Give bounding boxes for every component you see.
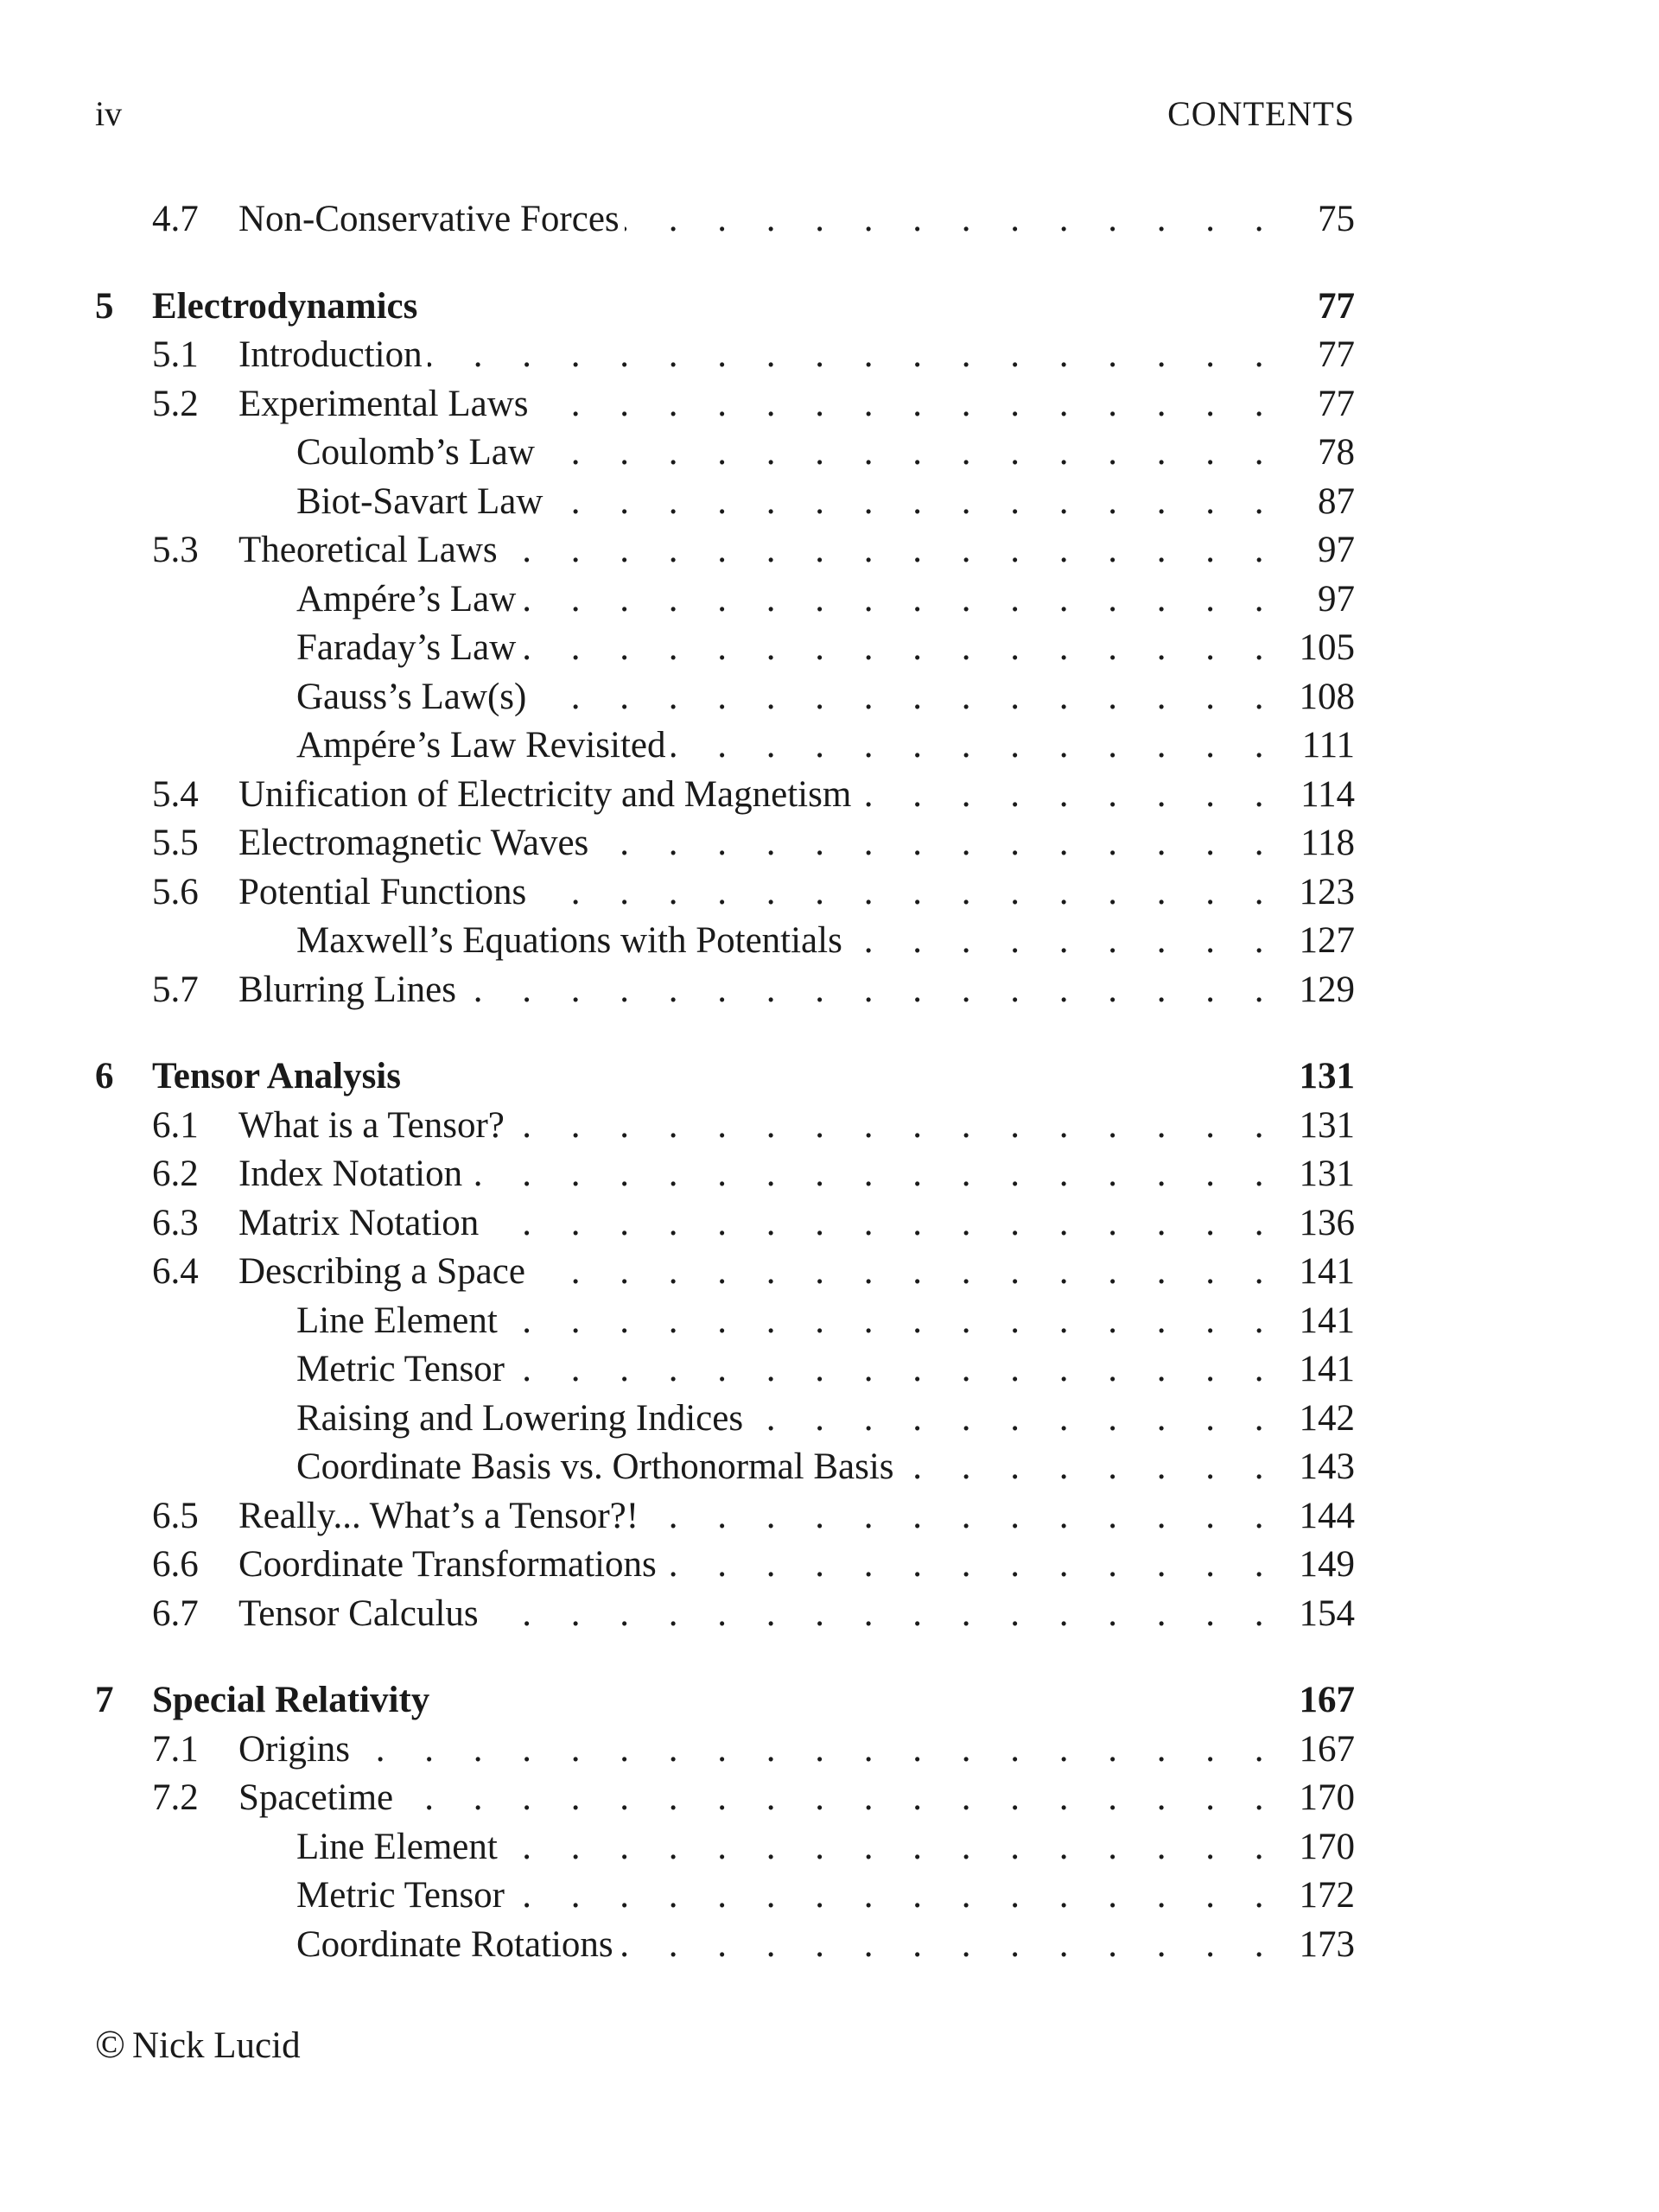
dot-leader <box>899 1443 1279 1492</box>
toc-entry-title: Index Notation <box>238 1150 467 1199</box>
toc-entry-number: 5.3 <box>152 530 199 570</box>
toc-section-entry[interactable] <box>95 380 1355 429</box>
toc-entry-title: Line Element <box>296 1823 503 1872</box>
toc-entry-page: 97 <box>1318 578 1355 620</box>
toc-subsection-entry[interactable] <box>95 1297 1355 1346</box>
toc-entry-title: Matrix Notation <box>238 1199 484 1249</box>
toc-entry-title: Biot-Savart Law <box>296 478 548 527</box>
copyright-icon: © <box>95 2022 125 2066</box>
toc-entry-number: 5.2 <box>152 383 199 424</box>
toc-section-entry[interactable] <box>95 819 1355 868</box>
toc-section-entry[interactable] <box>95 1492 1355 1541</box>
toc-entry-title: Ampére’s Law Revisited <box>296 721 671 771</box>
toc-entry-page: 154 <box>1299 1592 1355 1634</box>
toc-entry-number: 7.2 <box>152 1777 199 1818</box>
toc-entry-page: 111 <box>1301 725 1355 766</box>
toc-entry-page: 105 <box>1299 627 1355 668</box>
page-number: iv <box>95 94 123 133</box>
dot-leader <box>671 721 1279 771</box>
toc-entry-line <box>238 868 1355 918</box>
dot-leader <box>531 868 1279 918</box>
toc-subsection-entry[interactable] <box>95 575 1355 625</box>
toc-entry-page: 114 <box>1300 773 1355 815</box>
toc-entry-page: 118 <box>1300 823 1355 863</box>
toc-entry-page: 170 <box>1299 1826 1355 1867</box>
toc-subsection-entry[interactable] <box>95 1443 1355 1492</box>
toc-entry-title: Special Relativity <box>152 1676 435 1726</box>
toc-entry-title: Potential Functions <box>238 868 531 918</box>
toc-entry-line <box>296 721 1355 771</box>
toc-entry-line <box>238 380 1355 429</box>
toc-entry-line <box>238 1726 1355 1775</box>
toc-section-entry[interactable] <box>95 771 1355 820</box>
toc-entry-number: 5.1 <box>152 334 199 375</box>
toc-entry-line <box>296 1345 1355 1395</box>
toc-entry-line <box>296 1872 1355 1921</box>
toc-entry-page: 170 <box>1299 1777 1355 1818</box>
dot-leader <box>625 195 1279 245</box>
toc-entry-number: 6 <box>95 1056 114 1096</box>
dot-leader <box>521 575 1279 625</box>
toc-entry-title: Theoretical Laws <box>238 526 503 575</box>
toc-entry-number: 6.6 <box>152 1544 199 1585</box>
dot-leader <box>748 1395 1279 1444</box>
toc-chapter-entry[interactable] <box>95 1052 1355 1102</box>
toc-entry-title: Unification of Electricity and Magnetism <box>238 771 856 820</box>
toc-entry-line <box>296 1395 1355 1444</box>
toc-entry-line <box>238 966 1355 1015</box>
toc-entry-title: Coordinate Rotations <box>296 1921 619 1970</box>
dot-leader <box>548 478 1279 527</box>
toc-section-entry[interactable] <box>95 1590 1355 1639</box>
toc-section-entry[interactable] <box>95 868 1355 918</box>
toc-entry-title: Coordinate Basis vs. Orthonormal Basis <box>296 1443 899 1492</box>
toc-entry-line <box>238 1590 1355 1639</box>
toc-entry-title: Tensor Calculus <box>238 1590 484 1639</box>
toc-entry-page: 149 <box>1299 1544 1355 1585</box>
toc-entry-page: 141 <box>1299 1349 1355 1389</box>
toc-entry-page: 173 <box>1299 1923 1355 1965</box>
toc-entry-page: 142 <box>1299 1397 1355 1439</box>
toc-entry-line <box>296 624 1355 673</box>
toc-entry-number: 6.7 <box>152 1592 199 1634</box>
toc-entry-title: Blurring Lines <box>238 966 461 1015</box>
running-head <box>95 90 1355 138</box>
toc-subsection-entry[interactable] <box>95 673 1355 722</box>
toc-entry-page: 136 <box>1299 1202 1355 1243</box>
toc-entry-page: 143 <box>1299 1446 1355 1487</box>
toc-entry-page: 87 <box>1318 480 1355 522</box>
toc-entry-page: 78 <box>1318 432 1355 473</box>
toc-entry-title: Experimental Laws <box>238 380 534 429</box>
toc-entry-title: Really... What’s a Tensor?! <box>238 1492 644 1541</box>
toc-entry-title: Coulomb’s Law <box>296 429 540 478</box>
toc-entry-number: 6.1 <box>152 1104 199 1146</box>
toc-entry-page: 172 <box>1299 1875 1355 1916</box>
toc-entry-line <box>238 1774 1355 1823</box>
toc-entry-page: 131 <box>1299 1154 1355 1194</box>
toc-entry-line <box>296 673 1355 722</box>
toc-section-entry[interactable] <box>95 1248 1355 1297</box>
dot-leader <box>848 917 1279 966</box>
author-name: Nick Lucid <box>131 2025 301 2066</box>
toc-subsection-entry[interactable] <box>95 1345 1355 1395</box>
toc-entry-number: 5.5 <box>152 823 199 863</box>
toc-section-entry[interactable] <box>95 966 1355 1015</box>
toc-chapter-entry[interactable] <box>95 1676 1355 1726</box>
toc-entry-line <box>238 1150 1355 1199</box>
toc-entry-page: 144 <box>1299 1495 1355 1536</box>
dot-leader <box>521 624 1279 673</box>
toc-entry-number: 5 <box>95 285 114 327</box>
dot-leader <box>503 526 1279 575</box>
dot-leader <box>503 1297 1279 1346</box>
toc-entry-line <box>296 1921 1355 1970</box>
toc-entry-line <box>238 331 1355 380</box>
toc-subsection-entry[interactable] <box>95 917 1355 966</box>
dot-leader <box>484 1590 1279 1639</box>
toc-section-entry[interactable] <box>95 195 1355 245</box>
toc-entry-line <box>296 478 1355 527</box>
toc-entry-line <box>238 526 1355 575</box>
dot-leader <box>531 1248 1279 1297</box>
dot-leader <box>531 673 1279 722</box>
toc-entry-line <box>296 1823 1355 1872</box>
dot-leader <box>467 1150 1279 1199</box>
toc-entry-line <box>238 1248 1355 1297</box>
toc-entry-page: 97 <box>1318 530 1355 570</box>
toc-entry-line <box>238 1199 1355 1249</box>
toc-entry-line <box>238 1102 1355 1151</box>
toc-entry-number: 6.5 <box>152 1495 199 1536</box>
toc-entry-title: Faraday’s Law <box>296 624 521 673</box>
toc-entry-page: 77 <box>1318 334 1355 375</box>
dot-leader <box>428 331 1279 380</box>
toc-entry-number: 4.7 <box>152 199 199 239</box>
toc-entry-page: 167 <box>1299 1728 1355 1770</box>
dot-leader <box>461 966 1279 1015</box>
toc-entry-line <box>238 195 1355 245</box>
toc-subsection-entry[interactable] <box>95 1823 1355 1872</box>
toc-entry-number: 6.2 <box>152 1154 199 1194</box>
toc-entry-number: 5.6 <box>152 871 199 912</box>
toc-section-entry[interactable] <box>95 331 1355 380</box>
toc-entry-number: 7 <box>95 1680 114 1720</box>
toc-entry-title: Coordinate Transformations <box>238 1541 662 1590</box>
toc-entry-title: Describing a Space <box>238 1248 531 1297</box>
toc-entry-line <box>296 917 1355 966</box>
toc-subsection-entry[interactable] <box>95 624 1355 673</box>
toc-entry-page: 131 <box>1299 1056 1355 1096</box>
toc-entry-title: Maxwell’s Equations with Potentials <box>296 917 848 966</box>
dot-leader <box>510 1345 1279 1395</box>
toc-entry-number: 6.3 <box>152 1202 199 1243</box>
toc-entry-title: Spacetime <box>238 1774 398 1823</box>
toc-entry-page: 131 <box>1299 1104 1355 1146</box>
toc-entry-page: 167 <box>1299 1680 1355 1720</box>
dot-leader <box>484 1199 1279 1249</box>
toc-entry-page: 77 <box>1318 383 1355 424</box>
toc-entry-title: Metric Tensor <box>296 1872 510 1921</box>
toc-section-entry[interactable] <box>95 1199 1355 1249</box>
toc-entry-page: 108 <box>1299 676 1355 717</box>
dot-leader <box>540 429 1279 478</box>
toc-entry-number: 6.4 <box>152 1251 199 1292</box>
toc-entry-page: 123 <box>1299 871 1355 912</box>
toc-subsection-entry[interactable] <box>95 1395 1355 1444</box>
toc-section-entry[interactable] <box>95 1726 1355 1775</box>
toc-entry-title: Raising and Lowering Indices <box>296 1395 748 1444</box>
running-title: CONTENTS <box>1167 94 1355 133</box>
copyright-footer <box>95 2020 301 2070</box>
toc-subsection-entry[interactable] <box>95 721 1355 771</box>
toc-entry-number: 7.1 <box>152 1728 199 1770</box>
dot-leader <box>856 771 1279 820</box>
dot-leader <box>510 1872 1279 1921</box>
toc-entry-title: Ampére’s Law <box>296 575 521 625</box>
toc-entry-title: Electrodynamics <box>152 283 423 332</box>
dot-leader <box>503 1823 1279 1872</box>
toc-entry-line <box>296 1443 1355 1492</box>
toc-entry-number: 5.7 <box>152 969 199 1010</box>
toc-entry-line <box>152 1676 1355 1726</box>
toc-entry-title: Metric Tensor <box>296 1345 510 1395</box>
toc-entry-page: 77 <box>1318 285 1355 327</box>
toc-entry-page: 141 <box>1299 1251 1355 1292</box>
toc-section-entry[interactable] <box>95 1774 1355 1823</box>
toc-entry-title: Introduction <box>238 331 428 380</box>
toc-subsection-entry[interactable] <box>95 429 1355 478</box>
toc-entry-line <box>238 771 1355 820</box>
toc-entry-line <box>296 575 1355 625</box>
toc-entry-page: 129 <box>1299 969 1355 1010</box>
toc-entry-title: Non-Conservative Forces <box>238 195 625 245</box>
toc-entry-title: Origins <box>238 1726 355 1775</box>
toc-chapter-entry[interactable] <box>95 283 1355 332</box>
toc-entry-page: 75 <box>1318 199 1355 239</box>
dot-leader <box>355 1726 1279 1775</box>
toc-entry-line <box>238 1492 1355 1541</box>
toc-entry-line <box>152 1052 1355 1102</box>
toc-entry-line <box>296 429 1355 478</box>
toc-subsection-entry[interactable] <box>95 1921 1355 1970</box>
toc-entry-title: Tensor Analysis <box>152 1052 406 1102</box>
dot-leader <box>594 819 1279 868</box>
toc-entry-page: 141 <box>1299 1300 1355 1341</box>
toc-section-entry[interactable] <box>95 1102 1355 1151</box>
dot-leader <box>534 380 1279 429</box>
dot-leader <box>662 1541 1279 1590</box>
toc-section-entry[interactable] <box>95 1150 1355 1199</box>
toc-entry-line <box>238 819 1355 868</box>
dot-leader <box>619 1921 1279 1970</box>
toc-entry-line <box>296 1297 1355 1346</box>
toc-entry-line <box>238 1541 1355 1590</box>
toc-entry-title: Electromagnetic Waves <box>238 819 594 868</box>
toc-entry-line <box>152 283 1355 332</box>
dot-leader <box>398 1774 1279 1823</box>
toc-entry-title: Line Element <box>296 1297 503 1346</box>
toc-section-entry[interactable] <box>95 1541 1355 1590</box>
toc-subsection-entry[interactable] <box>95 478 1355 527</box>
toc-entry-number: 5.4 <box>152 773 199 815</box>
table-of-contents <box>95 195 1355 1969</box>
toc-entry-title: What is a Tensor? <box>238 1102 510 1151</box>
toc-entry-title: Gauss’s Law(s) <box>296 673 531 722</box>
toc-section-entry[interactable] <box>95 526 1355 575</box>
toc-entry-page: 127 <box>1299 920 1355 961</box>
dot-leader <box>510 1102 1279 1151</box>
toc-subsection-entry[interactable] <box>95 1872 1355 1921</box>
dot-leader <box>644 1492 1279 1541</box>
